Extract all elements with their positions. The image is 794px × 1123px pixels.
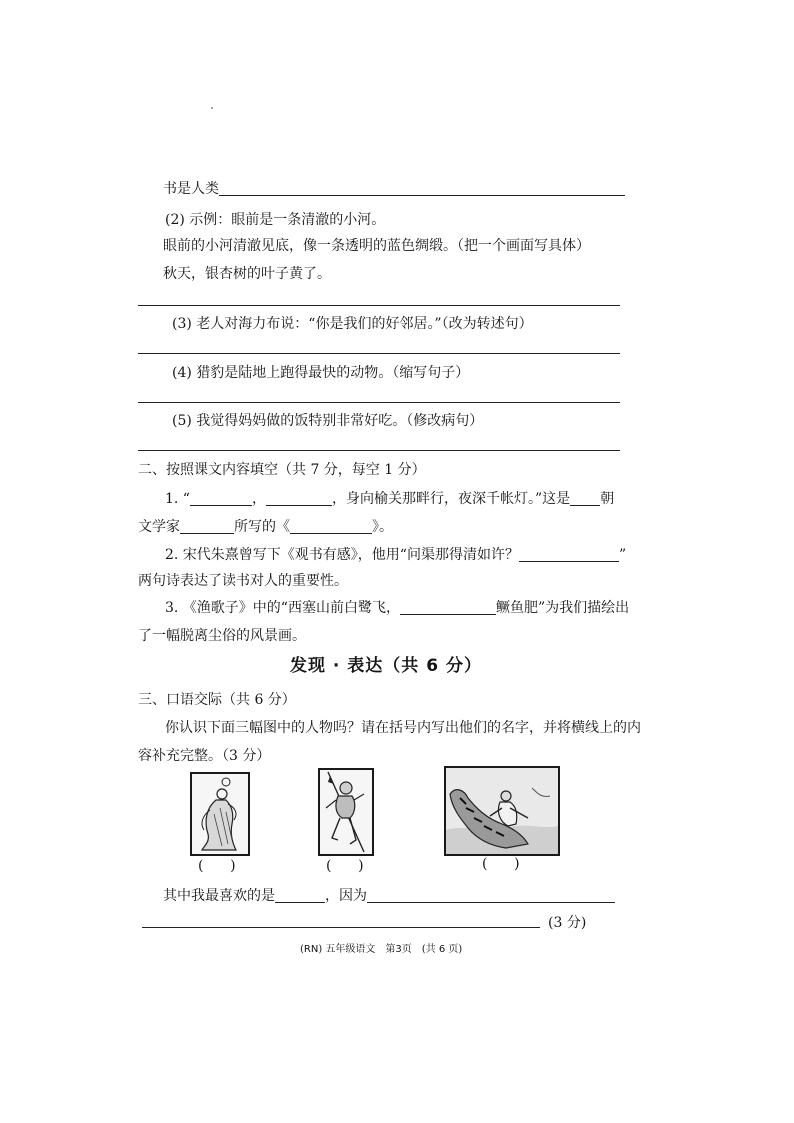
answer-paren-3[interactable]: ( )	[482, 856, 520, 872]
q3-fav-text-b: ，因为	[325, 888, 367, 904]
q2-item2-text-a: 2. 宋代朱熹曾写下《观书有感》，他用“问渠那得清如许？	[165, 547, 519, 563]
q3-favourite-line	[163, 886, 615, 906]
scan-speck	[211, 107, 213, 109]
q1-line1	[163, 179, 625, 199]
q2-item1-line1	[165, 489, 614, 509]
blank-author[interactable]	[180, 519, 234, 534]
q2-item3-line1	[165, 598, 629, 618]
answer-paren-1[interactable]: ( )	[198, 858, 236, 874]
q2-item1-text-a: 1. “	[165, 491, 190, 507]
q2-item1-line2-c: 》。	[372, 519, 393, 535]
q1-item2-task: 秋天，银杏树的叶子黄了。	[163, 266, 331, 282]
q3-intro-line1: 你认识下面三幅图中的人物吗？请在括号内写出他们的名字，并将横线上的内	[165, 720, 641, 736]
q3-heading: 三、口语交际（共 6 分）	[138, 692, 296, 708]
answer-blank[interactable]	[219, 181, 625, 196]
q2-item3-text-a: 3. 《渔歌子》中的“西塞山前白鹭飞，	[165, 600, 400, 616]
illustration-tiger-fighter	[444, 766, 560, 856]
illustration-warrior	[318, 768, 374, 856]
illustration-scholar	[190, 772, 250, 856]
page-footer: (RN) 五年级语文 第3页 (共 6 页)	[300, 944, 463, 955]
q2-item3-line2: 了一幅脱离尘俗的风景画。	[138, 628, 306, 644]
answer-line-5[interactable]	[138, 450, 620, 451]
q1-item4: (4) 猎豹是陆地上跑得最快的动物。（缩写句子）	[172, 365, 470, 381]
blank-poem-line-2[interactable]	[400, 600, 496, 615]
q3-score: (3 分)	[548, 915, 587, 931]
q1-item3: (3) 老人对海力布说：“你是我们的好邻居。”（改为转述句）	[172, 316, 533, 332]
answer-line-reason[interactable]	[142, 927, 540, 928]
q1-item2-example: 眼前的小河清澈见底，像一条透明的蓝色绸缎。（把一个画面写具体）	[163, 238, 590, 254]
blank-reason[interactable]	[367, 888, 615, 903]
q1-item2-label: (2) 示例：眼前是一条清澈的小河。	[165, 212, 386, 228]
q2-item2-text-b: ”	[618, 547, 627, 563]
warrior-figure-icon	[320, 770, 372, 854]
scholar-figure-icon	[192, 774, 248, 854]
blank-favourite[interactable]	[275, 888, 325, 903]
q1-line1-prefix: 书是人类	[163, 181, 219, 197]
q2-item2-line1	[165, 545, 626, 565]
q2-item2-line2: 两句诗表达了读书对人的重要性。	[138, 573, 348, 589]
blank-title[interactable]	[290, 519, 372, 534]
q2-item1-text-b: ，	[251, 491, 266, 507]
blank-verse-2[interactable]	[266, 491, 332, 506]
q3-fav-text-a: 其中我最喜欢的是	[163, 888, 275, 904]
q2-item1-line2	[138, 517, 393, 537]
section-title: 发现 · 表达（共 6 分）	[290, 656, 482, 676]
blank-poem-line[interactable]	[519, 547, 619, 562]
answer-line-3[interactable]	[138, 353, 620, 354]
q2-item1-text-d: 朝	[600, 491, 615, 507]
q2-heading: 二、按照课文内容填空（共 7 分，每空 1 分）	[138, 462, 426, 478]
answer-line-4[interactable]	[138, 402, 620, 403]
q3-intro-line2: 容补充完整。（3 分）	[138, 748, 271, 764]
blank-dynasty[interactable]	[570, 491, 600, 506]
answer-line-2[interactable]	[138, 305, 620, 306]
q2-item3-text-b: 鳜鱼肥”为我们描绘出	[495, 600, 630, 616]
q1-item5: (5) 我觉得妈妈做的饭特别非常好吃。（修改病句）	[172, 413, 484, 429]
blank-verse-1[interactable]	[190, 491, 252, 506]
tiger-fighter-icon	[446, 768, 558, 854]
q2-item1-line2-b: 所写的《	[234, 519, 290, 535]
answer-paren-2[interactable]: ( )	[326, 858, 364, 874]
q2-item1-text-c: ，身向榆关那畔行，夜深千帐灯。”这是	[331, 491, 571, 507]
q2-item1-line2-a: 文学家	[138, 519, 180, 535]
